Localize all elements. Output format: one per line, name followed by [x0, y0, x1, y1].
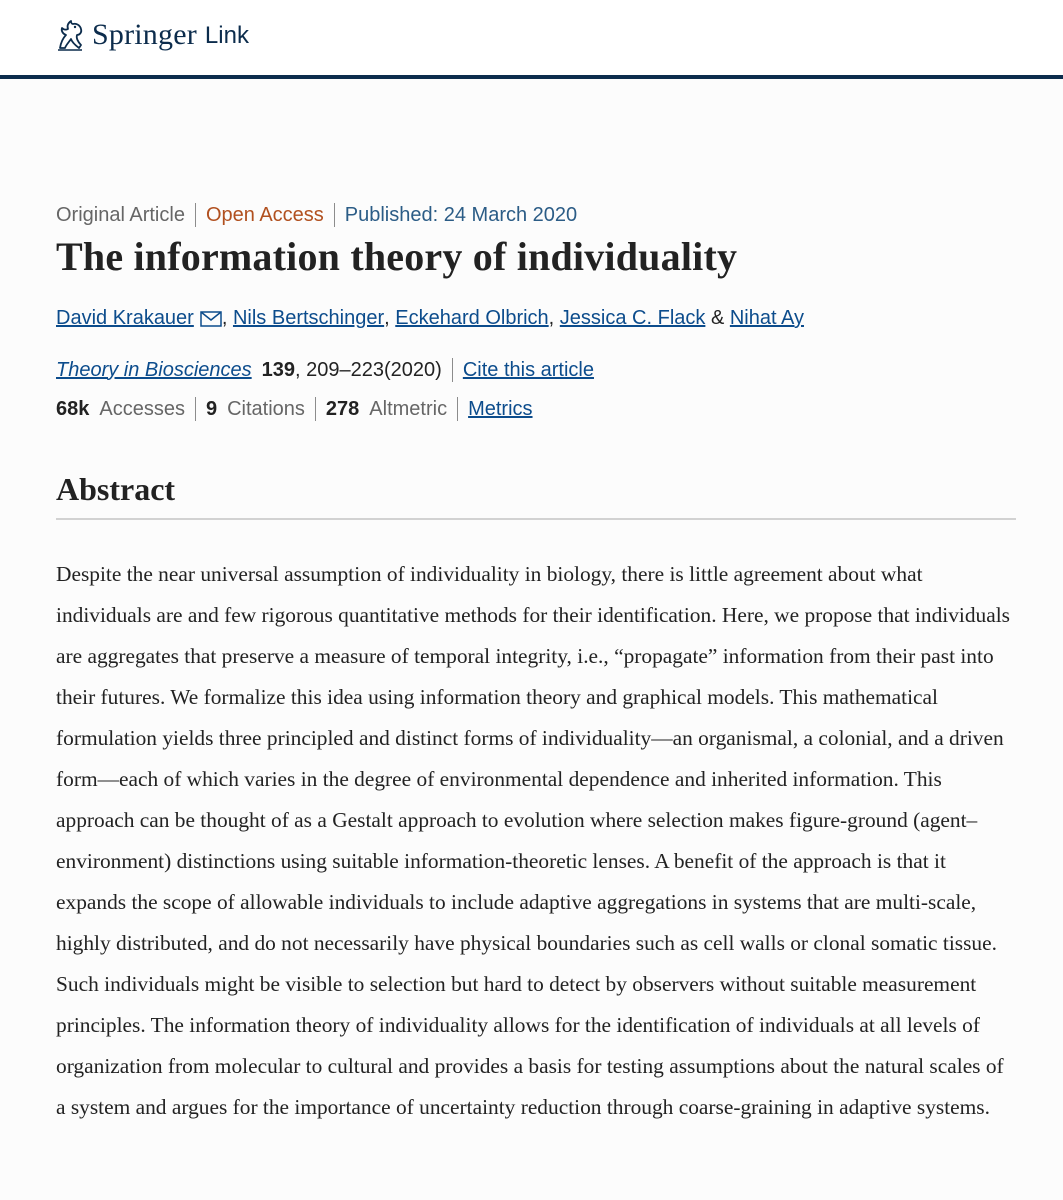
author-separator: , — [221, 307, 228, 329]
metrics-link[interactable]: Metrics — [468, 397, 533, 420]
divider — [195, 397, 196, 421]
altmetric-label: Altmetric — [369, 397, 448, 420]
altmetric-count: 278 — [325, 397, 360, 420]
divider — [334, 203, 335, 227]
email-icon[interactable] — [200, 311, 222, 327]
springer-horse-icon — [54, 18, 86, 52]
article-type: Original Article — [56, 203, 185, 226]
journal-pages-year: , 209–223(2020) — [295, 358, 442, 381]
brand-name: Springer — [92, 18, 197, 51]
journal-citation — [56, 358, 594, 382]
article-metrics — [56, 397, 533, 421]
author-link[interactable]: David Krakauer — [56, 307, 194, 329]
accesses-count: 68k — [56, 397, 90, 420]
abstract-divider — [56, 518, 1016, 520]
springer-link-logo[interactable] — [54, 18, 249, 52]
author-link[interactable]: Jessica C. Flack — [559, 307, 706, 329]
abstract-heading: Abstract — [56, 471, 176, 507]
author-separator: , — [384, 307, 390, 329]
citations-label: Citations — [227, 397, 305, 420]
accesses-label: Accesses — [99, 397, 185, 420]
divider — [195, 203, 196, 227]
journal-volume: 139 — [261, 358, 296, 381]
open-access-badge: Open Access — [205, 203, 324, 226]
cite-article-link[interactable]: Cite this article — [462, 358, 594, 381]
article-meta — [56, 203, 577, 227]
abstract-text: Despite the near universal assumption of individuality in biology, there is little agreement about what individuals are and few rigorous quantitative methods for their identification. Here, we propose that individuals are aggregates that preserve a measure of temporal integrity, i.e., “propagate” information from their past into their futures. We formalize this idea using information theory and graphical models. This mathematical formulation yields three principled and distinct forms of individuality—an organismal, a colonial, and a driven form—each of which varies in the degree of environmental dependence and inherited information. This approach can be thought of as a Gestalt approach to evolution where selection makes figure-ground (agent–environment) distinctions using suitable information-theoretic lenses. A benefit of the approach is that it expands the scope of allowable individuals to include adaptive aggregations in systems that are multi-scale, highly distributed, and do not necessarily have physical boundaries such as cell walls or clonal somatic tissue. Such individuals might be visible to selection but hard to detect by observers without suitable measurement principles. The information theory of individuality allows for the identification of individuals at all levels of organization from molecular to cultural and provides a basis for testing assumptions about the natural scales of a system and argues for the importance of uncertainty reduction through coarse-graining in adaptive systems. — [56, 562, 1011, 1119]
author-separator: , — [548, 307, 555, 329]
divider — [452, 358, 453, 382]
author-ampersand: & — [710, 307, 725, 329]
divider — [315, 397, 316, 421]
author-list — [56, 307, 804, 330]
author-link[interactable]: Nils Bertschinger — [232, 307, 385, 329]
brand-suffix: Link — [204, 22, 249, 49]
site-header — [0, 0, 1063, 79]
author-link[interactable]: Nihat Ay — [729, 307, 804, 329]
citations-count: 9 — [205, 397, 218, 420]
article-title: The information theory of individuality — [56, 234, 738, 279]
author-link[interactable]: Eckehard Olbrich — [395, 307, 549, 329]
published-date: Published: 24 March 2020 — [344, 203, 578, 226]
journal-link[interactable]: Theory in Biosciences — [56, 358, 252, 381]
divider — [457, 397, 458, 421]
